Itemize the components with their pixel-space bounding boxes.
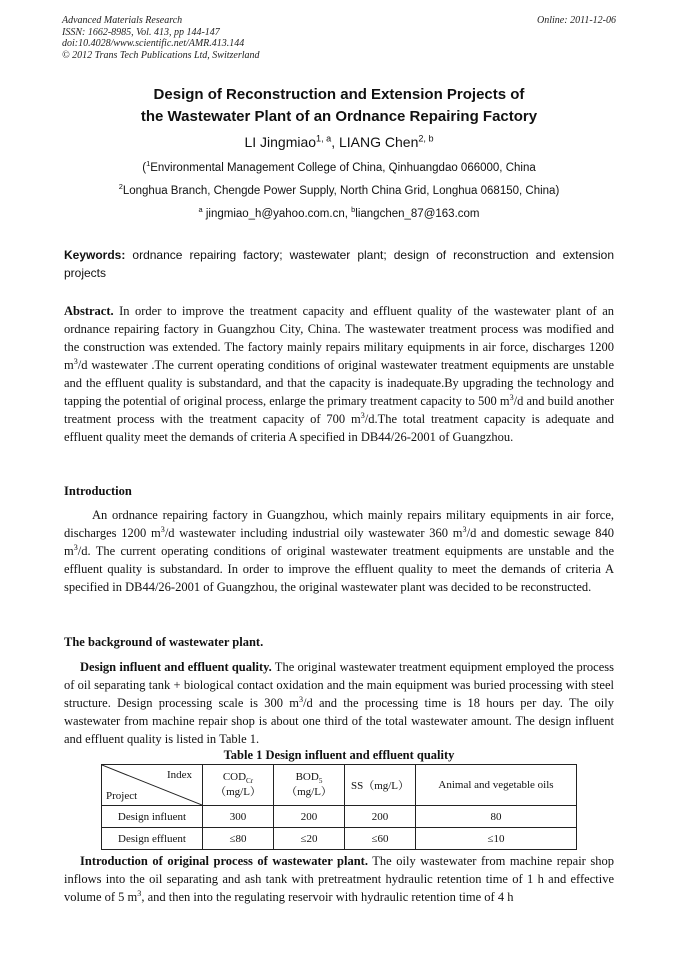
col-header-cod: [203, 765, 274, 806]
table-1-caption: Table 1 Design influent and effluent quality: [223, 748, 455, 762]
abstract-paragraph: [64, 302, 614, 446]
superscript-3: 3: [360, 410, 365, 420]
author-2-marker: 2, b: [418, 133, 434, 144]
col-header-ss: SS（mg/L）: [345, 765, 416, 806]
corner-index-label: Index: [166, 769, 192, 781]
abstract-text-1: In order to improve the treatment capacity and effluent quality of the wastewater plant of an ordnance repairing factory in Guangzhou City, China. The wastewater treatment process was modified and the construction was extended. The factory mainly repairs military equipments in air force, discharges 1200 m: [64, 304, 614, 372]
row-bod: 200: [274, 806, 345, 828]
paper-title: [62, 84, 616, 128]
row-oils: 80: [416, 806, 577, 828]
bod-subscript: 5: [318, 777, 323, 786]
superscript-3: 3: [298, 694, 304, 704]
email-b-marker: b: [351, 205, 356, 215]
email-a-marker: a: [198, 205, 203, 215]
superscript-3: 3: [73, 356, 78, 366]
author-list: [62, 134, 616, 150]
journal-copyright: © 2012 Trans Tech Publications Ltd, Switzerland: [62, 49, 260, 61]
cod-unit: （mg/L）: [215, 786, 261, 798]
affiliation-open-paren: (: [142, 162, 147, 174]
bod-label: BOD: [295, 771, 319, 783]
row-bod: ≤20: [274, 828, 345, 850]
intro-text-1: An ordnance repairing factory in Guangzhou, which mainly repairs military equipments in air force, discharges 1200 m: [64, 508, 614, 540]
introduction-heading: Introduction: [64, 484, 132, 498]
superscript-3: 3: [73, 542, 78, 552]
table-1: [101, 764, 577, 850]
superscript-3: 3: [509, 392, 514, 402]
keywords-label: Keywords:: [64, 248, 126, 262]
cod-subscript: Cr: [246, 777, 254, 786]
background-heading: The background of wastewater plant.: [64, 635, 264, 649]
row-oils: ≤10: [416, 828, 577, 850]
intro-text-3: /d and domestic sewage 840 m: [64, 526, 615, 558]
abstract-text-2: /d wastewater .The current operating conditions of original wastewater treatment equipments are unstable and the effluent quality is substandard, and that the capacity is inadequate.By upgrading the technology and tapping the potential of original process, enlarge the primary treatment capacity to 500 m: [64, 358, 614, 408]
row-cod: 300: [203, 806, 274, 828]
table-row: [102, 806, 577, 828]
original-process-text-1: The oily wastewater from machine repair shop inflows into the oil separating and ash tank with pretreatment hydraulic retention time of 1 h and effective volume of 5 m: [64, 854, 614, 904]
title-line-1: Design of Reconstruction and Extension Projects of: [153, 86, 525, 103]
col-header-oils: Animal and vegetable oils: [416, 765, 577, 806]
journal-issn: ISSN: 1662-8985, Vol. 413, pp 144-147: [62, 26, 220, 38]
cod-label: COD: [222, 771, 247, 783]
journal-name: Advanced Materials Research: [62, 15, 183, 26]
superscript-3: 3: [462, 524, 467, 534]
background-text-1: The original wastewater treatment equipment employed the process of oil separating tank + biological contact oxidation and the main equipment was buried processing with steel structure. Design processing scale is 300 m: [64, 660, 614, 710]
row-project: Design influent: [102, 806, 203, 828]
affiliation-1: [62, 159, 616, 174]
col-header-bod: [274, 765, 345, 806]
affiliation-1-marker: 1: [146, 159, 151, 169]
table-corner-cell: [102, 765, 203, 806]
original-process-text-2: , and then into the regulating reservoir with hydraulic retention time of 4 h: [141, 890, 514, 904]
author-emails: [62, 205, 616, 220]
affiliation-1-text: Environmental Management College of China, Qinhuangdao 066000, China: [150, 162, 536, 174]
journal-doi: doi:10.4028/www.scientific.net/AMR.413.144: [62, 38, 245, 49]
keywords-text: ordnance repairing factory; wastewater plant; design of reconstruction and extension projects: [64, 248, 614, 280]
author-2-name: LIANG Chen: [339, 134, 419, 150]
journal-header: [62, 15, 616, 61]
row-cod: ≤80: [203, 828, 274, 850]
author-separator: ,: [331, 134, 339, 150]
intro-text-4: /d. The current operating conditions of original wastewater treatment equipments are unstable and the effluent quality is substandard. In order to improve the effluent quality to meet the demands of criteria A specified in DB44/26-2001 of Guangzhou, the original wastewater plant was decided to be reconstructed.: [64, 544, 614, 594]
introduction-paragraph: [64, 506, 614, 596]
row-ss: ≤60: [345, 828, 416, 850]
background-paragraph: [64, 658, 614, 748]
corner-project-label: Project: [106, 790, 138, 802]
original-process-subheading: Introduction of original process of wastewater plant.: [80, 854, 368, 868]
affiliation-2: [62, 182, 616, 197]
background-subheading: Design influent and effluent quality.: [80, 660, 272, 674]
table-row: [102, 828, 577, 850]
author-1-marker: 1, a: [316, 133, 332, 144]
author-1-name: LI Jingmiao: [244, 134, 317, 150]
bod-unit: （mg/L）: [286, 786, 332, 798]
online-date: Online: 2011-12-06: [537, 15, 616, 26]
email-b: liangchen_87@163.com: [355, 208, 480, 220]
affiliation-2-text: Longhua Branch, Chengde Power Supply, North China Grid, Longhua 068150, China): [122, 185, 560, 197]
abstract-text-4: /d.The total treatment capacity is adequate and effluent quality meet the demands of criteria A specified in DB44/26-2001 of Guangzhou.: [64, 412, 614, 444]
superscript-3: 3: [160, 524, 165, 534]
keywords-block: [64, 246, 614, 282]
superscript-3: 3: [137, 888, 142, 898]
abstract-label: Abstract.: [64, 304, 114, 318]
title-line-2: the Wastewater Plant of an Ordnance Repairing Factory: [140, 108, 538, 125]
abstract-text-3: /d and build another treatment process with the treatment capacity of 700 m: [64, 394, 614, 426]
table-header-row: [102, 765, 577, 806]
row-ss: 200: [345, 806, 416, 828]
row-project: Design effluent: [102, 828, 203, 850]
background-text-2: /d and the processing time is 18 hours per day. The oily wastewater from machine repair shop is about one third of the total wastewater amount. The design influent and effluent quality is listed in Table 1.: [64, 696, 614, 746]
email-a: jingmiao_h@yahoo.com.cn,: [202, 208, 352, 220]
affiliation-2-marker: 2: [118, 182, 123, 192]
original-process-paragraph: [64, 852, 614, 906]
intro-text-2: /d wastewater including industrial oily wastewater 360 m: [164, 526, 463, 540]
